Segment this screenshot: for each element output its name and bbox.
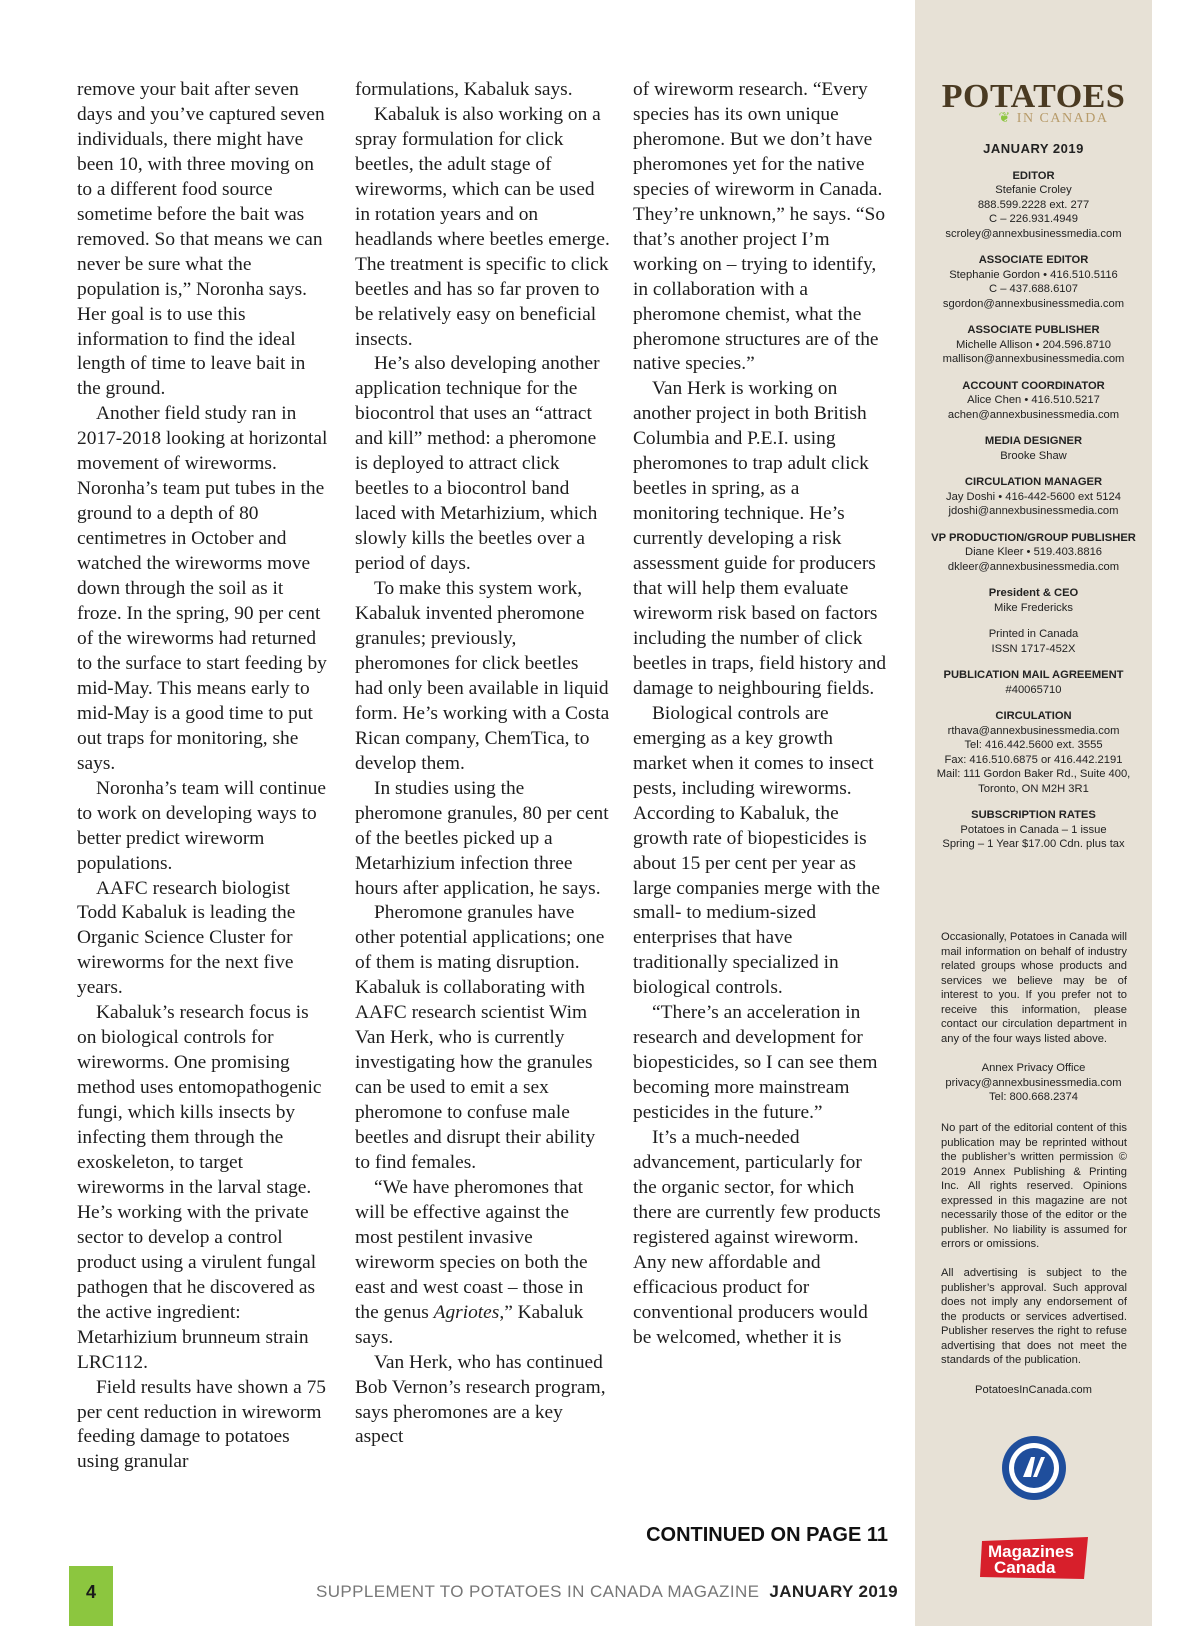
masthead-block [915,323,1152,367]
article-column-3 [633,78,888,1351]
article-paragraph: “There’s an acceleration in research and development for biopesticides, so I can see them becoming more mainstream pesticides in the future.” [633,1002,878,1124]
masthead-heading: ACCOUNT COORDINATOR [962,379,1105,392]
article-paragraph: remove your bait after seven days and you’ve captured seven individuals, there might have been 10, with three moving on to a different food source sometime before the bait was removed. So that means we can never be sure what the population is,” Noronha says. Her goal is to use this information to find the ideal length of time to leave bait in the ground. [77,79,325,400]
masthead-line: Brooke Shaw [1000,449,1067,462]
website-text: PotatoesInCanada.com [975,1384,1092,1396]
masthead-line: Toronto, ON M2H 3R1 [978,782,1089,795]
masthead-heading: ASSOCIATE EDITOR [978,254,1089,266]
article-paragraph: Kabaluk’s research focus is on biological controls for wireworms. One promising method uses entomopathogenic fungi, which kills insects by infecting them through the exoskeleton, to target wireworms in the larval stage. He’s working with the private sector to develop a control product using a virulent fungal pathogen that he discovered as the active ingredient: Metarhizium brunneum strain LRC112. [77,1002,322,1373]
masthead-line: Mail: 111 Gordon Baker Rd., Suite 400, [936,768,1131,780]
article-paragraph: Noronha’s team will continue to work on developing ways to better predict wireworm populations. [77,777,326,874]
masthead-heading: SUBSCRIPTION RATES [971,809,1096,821]
article-paragraph: AAFC research biologist Todd Kabaluk is leading the Organic Science Cluster for wireworms for the next five years. [77,877,296,999]
masthead-line: #40065710 [1005,683,1062,696]
masthead-credits [915,142,1152,864]
article-paragraph: Van Herk, who has continued Bob Vernon’s research program, says pheromones are a key aspect [355,1351,606,1448]
leaf-icon: ❦ [998,111,1012,126]
copyright-notice: No part of the editorial content of this publication may be reprinted without the publisher’s written permission © 2019 Annex Publishing & Printing Inc. All rights reserved. Opinions expressed in this magazine are not necessarily those of the editor or the publisher. No liability is assumed for errors or omissions. [941,1122,1127,1250]
masthead-line: Printed in Canada [988,628,1079,640]
article-paragraph: of wireworm research. “Every species has its own unique pheromone. But we don’t have pheromones yet for the native species of wireworm in Canada. They’re unknown,” he says. “So that’s another project I’m working on – trying to identify, in collaboration with a pheromone chemist, what the pheromone structures are of the native species.” [633,79,886,375]
article-paragraph: Kabaluk is also working on a spray formulation for click beetles, the adult stage of wireworms, which can be used in rotation years and on headlands where beetles emerge. The treatment is specific to click beetles and has so far proven to be relatively easy on beneficial insects. [355,103,610,350]
article-paragraph: Field results have shown a 75 per cent reduction in wireworm feeding damage to potatoes using granular [77,1376,326,1473]
masthead-line: ISSN 1717-452X [991,642,1076,655]
continued-notice: CONTINUED ON PAGE 11 [646,1524,888,1546]
masthead-block [915,475,1152,519]
masthead-line: Spring – 1 Year $17.00 Cdn. plus tax [942,838,1125,850]
potatoes-in-canada-logo [915,80,1152,127]
masthead-line: C – 226.931.4949 [989,213,1078,225]
masthead-line: Mike Fredericks [994,601,1073,614]
masthead-block [915,379,1152,423]
masthead-sidebar [915,0,1152,1626]
masthead-line: Potatoes in Canada – 1 issue [960,823,1107,836]
article-column-2 [355,78,610,1450]
privacy-office [915,1061,1152,1105]
masthead-block [915,169,1152,242]
article-paragraph: Another field study ran in 2017-2018 looking at horizontal movement of wireworms. Noronha’s team put tubes in the ground to a depth of 80 centimetres in October and watched the wireworms move down through the soil as it froze. In the spring, 90 per cent of the wireworms had returned to the surface to start feeding by mid-May. This means early to mid-May is a good time to put out traps for monitoring, she says. [77,403,328,774]
masthead-heading: EDITOR [1012,169,1055,182]
page-number: 4 [85,1582,96,1602]
logo-main-text: POTATOES [941,78,1126,115]
masthead-line: 888.599.2228 ext. 277 [977,198,1090,211]
page-number-tab [69,1566,113,1626]
privacy-line: Annex Privacy Office [981,1062,1086,1074]
masthead-line: C – 437.688.6107 [989,283,1078,295]
ccab-aam-seal-icon [1001,1435,1067,1501]
masthead-line: Michelle Allison • 204.596.8710 [955,338,1112,351]
magazines-canada-logo [978,1535,1093,1581]
article-paragraph: formulations, Kabaluk says. [355,79,573,100]
masthead-block [915,531,1152,575]
masthead-line: jdoshi@annexbusinessmedia.com [948,505,1119,517]
logo-sub-label: IN CANADA [1016,111,1109,126]
article-paragraph: To make this system work, Kabaluk invented pheromone granules; previously, pheromones for click beetles had only been available in liquid form. He’s working with a Costa Rican company, ChemTica, to develop them. [355,578,610,774]
masthead-heading: VP PRODUCTION/GROUP PUBLISHER [931,531,1136,544]
masthead-block [915,253,1152,311]
masthead-block [915,627,1152,656]
masthead-line: dkleer@annexbusinessmedia.com [947,560,1120,573]
article-paragraph: Van Herk is working on another project in both British Columbia and P.E.I. using pheromones to trap adult click beetles in spring, as a monitoring technique. He’s currently developing a risk assessment guide for producers that will help them evaluate wireworm risk based on factors including the number of click beetles in traps, field history and damage to neighbouring fields. [633,378,887,699]
advertising-notice: All advertising is subject to the publisher’s approval. Such approval does not imply any endorsement of the products or services advertised. Publisher reserves the right to refuse advertising that does not meet the standards of the publication. [941,1267,1127,1366]
article-paragraph: He’s also developing another application technique for the biocontrol that uses an “attract and kill” method: a pheromone is deployed to attract click beetles to a biocontrol band laced with Metarhizium, which slowly kills the beetles over a period of days. [355,353,600,575]
privacy-line: Tel: 800.668.2374 [989,1091,1078,1103]
masthead-line: mallison@annexbusinessmedia.com [942,353,1125,365]
article-paragraph: It’s a much-needed advancement, particularly for the organic sector, for which there are currently few products registered against wireworm. Any new affordable and efficacious product for conventional producers would be welcomed, whether it is [633,1127,881,1348]
masthead-block [915,808,1152,852]
article-paragraph: “We have pheromones that will be effective against the most pestilent invasive wireworm species on both the east and west coast – those in the genus Agriotes,” Kabaluk says. [355,1176,588,1348]
article-paragraph: Pheromone granules have other potential applications; one of them is mating disruption. Kabaluk is collaborating with AAFC research scientist Wim Van Herk, who is currently investigating how the granules can be used to emit a sex pheromone to confuse male beetles and disrupt their ability to find females. [355,902,605,1173]
masthead-heading: President & CEO [988,587,1079,599]
masthead-date: JANUARY 2019 [983,141,1084,156]
masthead-line: Fax: 416.510.6875 or 416.442.2191 [944,753,1123,766]
masthead-line: rthava@annexbusinessmedia.com [947,724,1120,737]
masthead-line: Stefanie Croley [995,184,1072,196]
masthead-heading: PUBLICATION MAIL AGREEMENT [943,669,1124,681]
mc-line2: Canada [994,1558,1056,1577]
masthead-heading: CIRCULATION MANAGER [964,476,1103,488]
masthead-block [915,668,1152,697]
masthead-line: Jay Doshi • 416-442-5600 ext 5124 [946,490,1121,503]
privacy-line: privacy@annexbusinessmedia.com [945,1076,1122,1089]
masthead-line: sgordon@annexbusinessmedia.com [942,297,1125,310]
masthead-block [915,709,1152,796]
mailing-notice: Occasionally, Potatoes in Canada will mail information on behalf of industry related groups whose products and services we believe may be of interest to you. If you prefer not to receive this information, please contact our circulation department in any of the four ways listed above. [941,931,1127,1045]
masthead-line: Tel: 416.442.5600 ext. 3555 [964,739,1103,751]
footer-running-head [316,1582,898,1602]
masthead-heading: CIRCULATION [995,710,1072,722]
footer-supplement: SUPPLEMENT TO POTATOES IN CANADA MAGAZINE [316,1582,760,1601]
article-paragraph: In studies using the pheromone granules, 80 per cent of the beetles picked up a Metarhizium infection three hours after application, he says. [355,777,609,899]
masthead-line: Stephanie Gordon • 416.510.5116 [949,268,1118,281]
masthead-heading: ASSOCIATE PUBLISHER [967,324,1100,336]
masthead-block [915,434,1152,463]
masthead-heading: MEDIA DESIGNER [984,435,1083,447]
masthead-line: Diane Kleer • 519.403.8816 [964,546,1103,558]
article-paragraph: Biological controls are emerging as a key growth market when it comes to insect pests, including wireworms. According to Kabaluk, the growth rate of biopesticides is about 15 per cent per year as large companies merge with the small- to medium-sized enterprises that have traditionally specialized in biological controls. [633,702,880,999]
masthead-line: achen@annexbusinessmedia.com [947,408,1120,421]
mc-line1: Magazines [988,1542,1074,1561]
footer-issue: JANUARY 2019 [769,1582,898,1601]
article-column-1 [77,78,332,1475]
masthead-line: scroley@annexbusinessmedia.com [945,227,1122,240]
masthead-block [915,586,1152,615]
masthead-line: Alice Chen • 416.510.5217 [967,394,1100,406]
